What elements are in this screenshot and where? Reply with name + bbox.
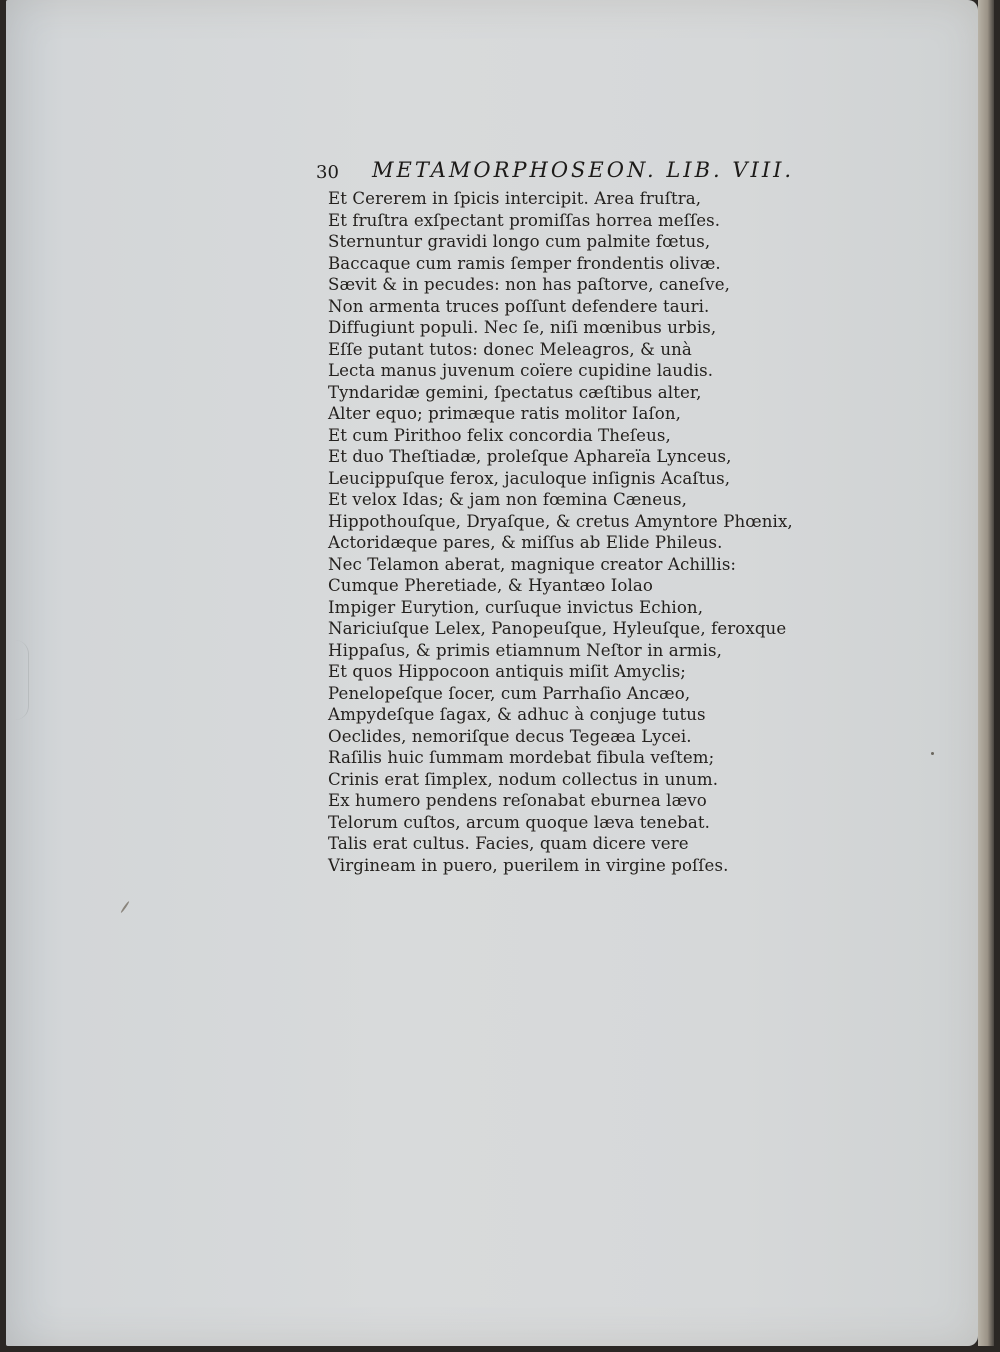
verse-line: Diffugiunt populi. Nec ſe, niſi mœnibus urbis, [328,318,717,337]
running-header [316,158,836,190]
verse-line: Et Cererem in ſpicis intercipit. Area fruſtra, [328,189,702,208]
verse-line: Et duo Theſtiadæ, proleſque Aphareïa Lynceus, [328,447,732,466]
verse-line: Virgineam in puero, puerilem in virgine poſſes. [328,855,729,875]
verse-line: Sævit & in pecudes: non has paſtorve, caneſve, [328,275,731,294]
verse-line: Actoridæque pares, & miſſus ab Elide Phileus. [328,533,723,552]
verse-line: Ex humero pendens reſonabat eburnea lævo [328,791,707,810]
verse-line: Nariciuſque Lelex, Panopeuſque, Hyleuſque, feroxque [328,619,787,638]
verse-line: Et quos Hippocoon antiquis miſit Amyclis; [328,662,686,681]
verse-line: Ampydeſque ſagax, & adhuc à conjuge tutus [328,705,706,724]
verse-line: Talis erat cultus. Facies, quam dicere vere [328,834,689,853]
verse-line: Lecta manus juvenum coïere cupidine laudis. [328,361,714,380]
verse-line: Cumque Pheretiade, & Hyantæo Iolao [328,576,653,595]
paper-mark [120,901,130,914]
paper-speck [931,752,934,755]
verse-line: Hippothouſque, Dryaſque, & cretus Amyntore Phœnix, [328,511,793,531]
verse-line: Hippaſus, & primis etiamnum Neſtor in armis, [328,640,723,660]
verse-block [328,188,848,876]
verse-line: Eſſe putant tutos: donec Meleagros, & unà [328,339,692,359]
verse-line: Alter equo; primæque ratis molitor Iaſon, [328,404,682,423]
verse-line: Et cum Pirithoo felix concordia Theſeus, [328,425,671,445]
verse-line: Baccaque cum ramis ſemper frondentis olivæ. [328,253,721,273]
running-title: METAMORPHOSEON. LIB. VIII. [372,158,795,182]
verse-line: Penelopeſque ſocer, cum Parrhaſio Ancæo, [328,683,691,703]
verse-line: Oeclides, nemoriſque decus Tegeæa Lycei. [328,726,692,746]
paper-fold [6,640,29,720]
verse-line: Tyndaridæ gemini, ſpectatus cæſtibus alter, [328,382,702,402]
verse-line: Raſilis huic ſummam mordebat fibula veſtem; [328,748,715,767]
page-edge [978,0,994,1346]
book-page [6,0,978,1346]
verse-line: Non armenta truces poſſunt defendere tauri. [328,296,710,316]
verse-line: Et velox Idas; & jam non fœmina Cæneus, [328,490,687,509]
page-number: 30 [316,162,339,183]
verse-line: Et fruſtra exſpectant promiſſas horrea meſſes. [328,210,721,230]
verse-line: Leucippuſque ferox, jaculoque inſignis Acaſtus, [328,468,731,488]
verse-line: Impiger Eurytion, curſuque invictus Echion, [328,597,704,617]
verse-line: Crinis erat ſimplex, nodum collectus in unum. [328,769,719,789]
verse-line: Nec Telamon aberat, magnique creator Achillis: [328,554,737,574]
verse-line: Sternuntur gravidi longo cum palmite fœtus, [328,232,711,251]
verse-line: Telorum cuſtos, arcum quoque læva tenebat. [328,812,710,832]
